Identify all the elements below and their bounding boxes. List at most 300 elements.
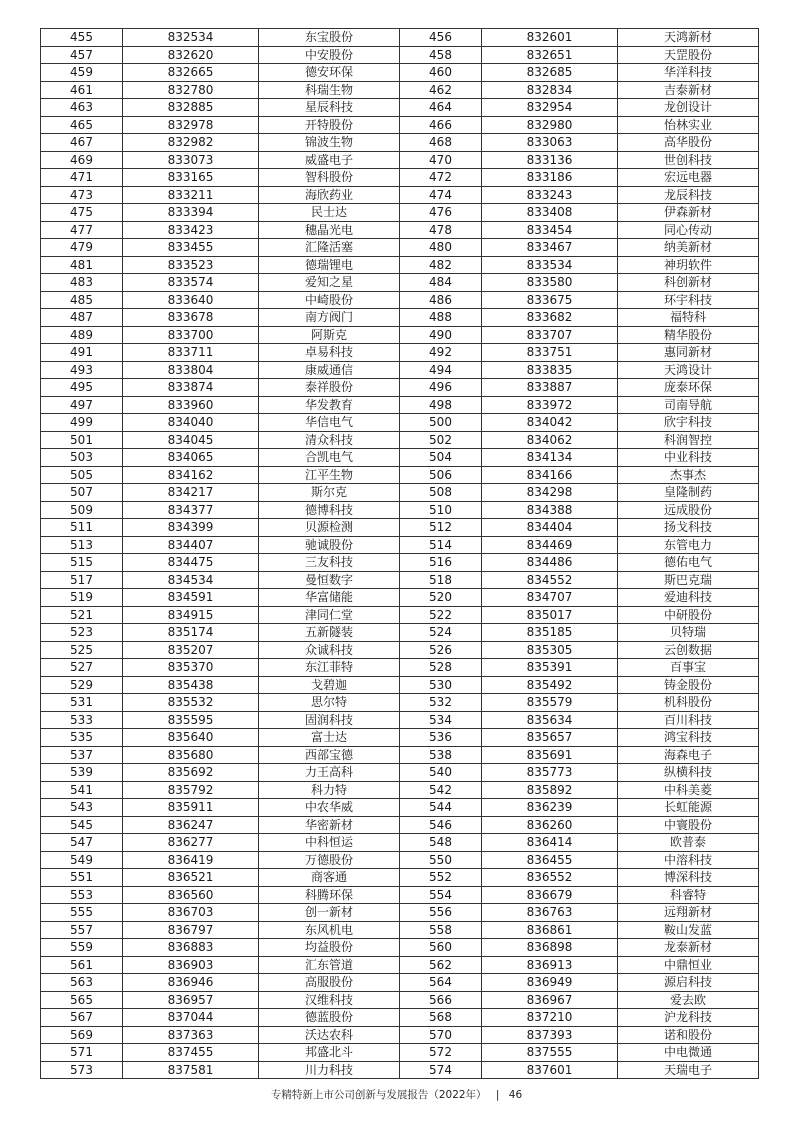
- row-number-cell: 486: [400, 291, 482, 309]
- company-name-cell: 贝源检测: [259, 519, 400, 537]
- table-row: [41, 501, 759, 519]
- stock-code-cell: 833063: [482, 134, 618, 152]
- table-row: [41, 904, 759, 922]
- stock-code-cell: 837044: [123, 1009, 259, 1027]
- stock-code-cell: 837581: [123, 1061, 259, 1079]
- company-name-cell: 爱去欧: [618, 991, 759, 1009]
- table-row: [41, 81, 759, 99]
- row-number-cell: 467: [41, 134, 123, 152]
- table-row: [41, 151, 759, 169]
- table-row: [41, 431, 759, 449]
- row-number-cell: 496: [400, 379, 482, 397]
- company-name-cell: 神玥软件: [618, 256, 759, 274]
- table-row: [41, 449, 759, 467]
- row-number-cell: 504: [400, 449, 482, 467]
- stock-code-cell: 833186: [482, 169, 618, 187]
- stock-code-cell: 837555: [482, 1044, 618, 1062]
- row-number-cell: 488: [400, 309, 482, 327]
- row-number-cell: 513: [41, 536, 123, 554]
- table-row: [41, 991, 759, 1009]
- row-number-cell: 558: [400, 921, 482, 939]
- company-name-cell: 开特股份: [259, 116, 400, 134]
- company-name-cell: 东宝股份: [259, 29, 400, 47]
- row-number-cell: 559: [41, 939, 123, 957]
- company-name-cell: 江平生物: [259, 466, 400, 484]
- stock-code-cell: 837455: [123, 1044, 259, 1062]
- company-name-cell: 固润科技: [259, 711, 400, 729]
- stock-code-cell: 833887: [482, 379, 618, 397]
- company-name-cell: 中安股份: [259, 46, 400, 64]
- row-number-cell: 472: [400, 169, 482, 187]
- company-name-cell: 汉维科技: [259, 991, 400, 1009]
- row-number-cell: 485: [41, 291, 123, 309]
- company-name-cell: 星辰科技: [259, 99, 400, 117]
- company-name-cell: 科睿特: [618, 886, 759, 904]
- stock-code-cell: 833423: [123, 221, 259, 239]
- row-number-cell: 566: [400, 991, 482, 1009]
- row-number-cell: 503: [41, 449, 123, 467]
- company-name-cell: 科创新材: [618, 274, 759, 292]
- stock-code-cell: 836419: [123, 851, 259, 869]
- stock-code-cell: 835692: [123, 764, 259, 782]
- table-row: [41, 764, 759, 782]
- table-row: [41, 921, 759, 939]
- table-row: [41, 64, 759, 82]
- company-name-cell: 司南导航: [618, 396, 759, 414]
- stock-code-cell: 836883: [123, 939, 259, 957]
- company-name-cell: 锦波生物: [259, 134, 400, 152]
- row-number-cell: 521: [41, 606, 123, 624]
- company-name-cell: 科润智控: [618, 431, 759, 449]
- stock-code-cell: 834407: [123, 536, 259, 554]
- stock-code-cell: 836913: [482, 956, 618, 974]
- company-name-cell: 云创数据: [618, 641, 759, 659]
- company-name-cell: 欧普泰: [618, 834, 759, 852]
- company-name-cell: 欣宇科技: [618, 414, 759, 432]
- stock-code-cell: 835532: [123, 694, 259, 712]
- company-name-cell: 沃达农科: [259, 1026, 400, 1044]
- row-number-cell: 514: [400, 536, 482, 554]
- company-name-cell: 长虹能源: [618, 799, 759, 817]
- table-row: [41, 659, 759, 677]
- company-name-cell: 川力科技: [259, 1061, 400, 1079]
- company-name-cell: 天鸿设计: [618, 361, 759, 379]
- stock-code-cell: 833682: [482, 309, 618, 327]
- stock-code-cell: 836898: [482, 939, 618, 957]
- company-name-cell: 贝特瑞: [618, 624, 759, 642]
- company-name-cell: 戈碧迦: [259, 676, 400, 694]
- stock-code-cell: 833960: [123, 396, 259, 414]
- stock-code-cell: 835492: [482, 676, 618, 694]
- row-number-cell: 507: [41, 484, 123, 502]
- stock-code-cell: 833394: [123, 204, 259, 222]
- stock-code-cell: 836260: [482, 816, 618, 834]
- company-name-cell: 汇东管道: [259, 956, 400, 974]
- row-number-cell: 540: [400, 764, 482, 782]
- stock-code-cell: 834040: [123, 414, 259, 432]
- stock-code-cell: 835680: [123, 746, 259, 764]
- stock-code-cell: 836861: [482, 921, 618, 939]
- table-row: [41, 606, 759, 624]
- row-number-cell: 574: [400, 1061, 482, 1079]
- company-name-cell: 海森电子: [618, 746, 759, 764]
- stock-code-cell: 834552: [482, 571, 618, 589]
- row-number-cell: 556: [400, 904, 482, 922]
- stock-code-cell: 832954: [482, 99, 618, 117]
- page-footer: [0, 1087, 793, 1102]
- stock-code-cell: 832685: [482, 64, 618, 82]
- row-number-cell: 502: [400, 431, 482, 449]
- row-number-cell: 569: [41, 1026, 123, 1044]
- stock-code-cell: 832651: [482, 46, 618, 64]
- table-row: [41, 1044, 759, 1062]
- company-name-cell: 中科美菱: [618, 781, 759, 799]
- row-number-cell: 529: [41, 676, 123, 694]
- stock-code-cell: 837393: [482, 1026, 618, 1044]
- stock-code-cell: 833675: [482, 291, 618, 309]
- row-number-cell: 470: [400, 151, 482, 169]
- row-number-cell: 516: [400, 554, 482, 572]
- company-name-cell: 中业科技: [618, 449, 759, 467]
- row-number-cell: 511: [41, 519, 123, 537]
- stock-code-cell: 832601: [482, 29, 618, 47]
- row-number-cell: 519: [41, 589, 123, 607]
- stock-code-cell: 833574: [123, 274, 259, 292]
- company-name-cell: 百事宝: [618, 659, 759, 677]
- stock-code-cell: 833523: [123, 256, 259, 274]
- row-number-cell: 572: [400, 1044, 482, 1062]
- stock-code-cell: 835391: [482, 659, 618, 677]
- table-row: [41, 396, 759, 414]
- stock-code-cell: 832620: [123, 46, 259, 64]
- company-name-cell: 中电微通: [618, 1044, 759, 1062]
- footer-separator: |: [495, 1089, 500, 1101]
- stock-code-cell: 832978: [123, 116, 259, 134]
- company-name-cell: 思尔特: [259, 694, 400, 712]
- row-number-cell: 548: [400, 834, 482, 852]
- row-number-cell: 565: [41, 991, 123, 1009]
- row-number-cell: 527: [41, 659, 123, 677]
- table-row: [41, 414, 759, 432]
- row-number-cell: 550: [400, 851, 482, 869]
- company-name-cell: 阿斯克: [259, 326, 400, 344]
- company-name-cell: 同心传动: [618, 221, 759, 239]
- table-row: [41, 746, 759, 764]
- stock-code-cell: 833467: [482, 239, 618, 257]
- company-name-cell: 杰事杰: [618, 466, 759, 484]
- company-name-cell: 三友科技: [259, 554, 400, 572]
- row-number-cell: 477: [41, 221, 123, 239]
- row-number-cell: 555: [41, 904, 123, 922]
- company-list-body: [41, 29, 759, 1079]
- row-number-cell: 492: [400, 344, 482, 362]
- table-row: [41, 379, 759, 397]
- company-name-cell: 合凯电气: [259, 449, 400, 467]
- company-name-cell: 富士达: [259, 729, 400, 747]
- stock-code-cell: 833534: [482, 256, 618, 274]
- table-row: [41, 99, 759, 117]
- row-number-cell: 466: [400, 116, 482, 134]
- company-name-cell: 远翔新材: [618, 904, 759, 922]
- stock-code-cell: 834404: [482, 519, 618, 537]
- company-name-cell: 力王高科: [259, 764, 400, 782]
- stock-code-cell: 835017: [482, 606, 618, 624]
- row-number-cell: 520: [400, 589, 482, 607]
- table-row: [41, 46, 759, 64]
- stock-code-cell: 834591: [123, 589, 259, 607]
- table-row: [41, 729, 759, 747]
- stock-code-cell: 835207: [123, 641, 259, 659]
- row-number-cell: 567: [41, 1009, 123, 1027]
- company-name-cell: 中溶科技: [618, 851, 759, 869]
- stock-code-cell: 832834: [482, 81, 618, 99]
- company-name-cell: 邦盛北斗: [259, 1044, 400, 1062]
- row-number-cell: 554: [400, 886, 482, 904]
- table-row: [41, 781, 759, 799]
- table-row: [41, 869, 759, 887]
- row-number-cell: 498: [400, 396, 482, 414]
- table-row: [41, 974, 759, 992]
- table-row: [41, 816, 759, 834]
- company-name-cell: 环宇科技: [618, 291, 759, 309]
- company-name-cell: 龙泰新材: [618, 939, 759, 957]
- company-name-cell: 威盛电子: [259, 151, 400, 169]
- stock-code-cell: 835595: [123, 711, 259, 729]
- company-name-cell: 斯巴克瑞: [618, 571, 759, 589]
- stock-code-cell: 835892: [482, 781, 618, 799]
- stock-code-cell: 833707: [482, 326, 618, 344]
- row-number-cell: 458: [400, 46, 482, 64]
- company-name-cell: 清众科技: [259, 431, 400, 449]
- stock-code-cell: 834475: [123, 554, 259, 572]
- stock-code-cell: 834065: [123, 449, 259, 467]
- company-name-cell: 皇隆制药: [618, 484, 759, 502]
- company-name-cell: 德安环保: [259, 64, 400, 82]
- row-number-cell: 471: [41, 169, 123, 187]
- company-name-cell: 鞍山发蓝: [618, 921, 759, 939]
- company-name-cell: 天鸿新材: [618, 29, 759, 47]
- stock-code-cell: 833165: [123, 169, 259, 187]
- stock-code-cell: 834298: [482, 484, 618, 502]
- stock-code-cell: 836903: [123, 956, 259, 974]
- row-number-cell: 455: [41, 29, 123, 47]
- stock-code-cell: 835657: [482, 729, 618, 747]
- company-name-cell: 诺和股份: [618, 1026, 759, 1044]
- stock-code-cell: 834162: [123, 466, 259, 484]
- company-name-cell: 博深科技: [618, 869, 759, 887]
- row-number-cell: 469: [41, 151, 123, 169]
- row-number-cell: 483: [41, 274, 123, 292]
- stock-code-cell: 836247: [123, 816, 259, 834]
- stock-code-cell: 835773: [482, 764, 618, 782]
- stock-code-cell: 836552: [482, 869, 618, 887]
- stock-code-cell: 835691: [482, 746, 618, 764]
- stock-code-cell: 833751: [482, 344, 618, 362]
- stock-code-cell: 835174: [123, 624, 259, 642]
- table-row: [41, 344, 759, 362]
- company-name-cell: 津同仁堂: [259, 606, 400, 624]
- stock-code-cell: 835792: [123, 781, 259, 799]
- stock-code-cell: 833211: [123, 186, 259, 204]
- stock-code-cell: 833136: [482, 151, 618, 169]
- stock-code-cell: 833835: [482, 361, 618, 379]
- stock-code-cell: 832982: [123, 134, 259, 152]
- stock-code-cell: 837601: [482, 1061, 618, 1079]
- row-number-cell: 536: [400, 729, 482, 747]
- stock-code-cell: 835579: [482, 694, 618, 712]
- stock-code-cell: 834217: [123, 484, 259, 502]
- table-row: [41, 29, 759, 47]
- row-number-cell: 468: [400, 134, 482, 152]
- stock-code-cell: 833580: [482, 274, 618, 292]
- row-number-cell: 546: [400, 816, 482, 834]
- stock-code-cell: 833700: [123, 326, 259, 344]
- row-number-cell: 547: [41, 834, 123, 852]
- row-number-cell: 481: [41, 256, 123, 274]
- stock-code-cell: 837363: [123, 1026, 259, 1044]
- company-name-cell: 华密新材: [259, 816, 400, 834]
- company-name-cell: 天瑞电子: [618, 1061, 759, 1079]
- table-row: [41, 361, 759, 379]
- row-number-cell: 495: [41, 379, 123, 397]
- company-name-cell: 德博科技: [259, 501, 400, 519]
- stock-code-cell: 835634: [482, 711, 618, 729]
- company-name-cell: 康威通信: [259, 361, 400, 379]
- stock-code-cell: 834134: [482, 449, 618, 467]
- company-name-cell: 龙创设计: [618, 99, 759, 117]
- stock-code-cell: 836679: [482, 886, 618, 904]
- table-row: [41, 536, 759, 554]
- company-name-cell: 中崎股份: [259, 291, 400, 309]
- row-number-cell: 506: [400, 466, 482, 484]
- table-row: [41, 886, 759, 904]
- stock-code-cell: 834062: [482, 431, 618, 449]
- row-number-cell: 568: [400, 1009, 482, 1027]
- company-name-cell: 东江菲特: [259, 659, 400, 677]
- row-number-cell: 456: [400, 29, 482, 47]
- row-number-cell: 530: [400, 676, 482, 694]
- company-name-cell: 商客通: [259, 869, 400, 887]
- stock-code-cell: 836455: [482, 851, 618, 869]
- stock-code-cell: 834042: [482, 414, 618, 432]
- table-row: [41, 221, 759, 239]
- stock-code-cell: 835305: [482, 641, 618, 659]
- company-name-cell: 海欣药业: [259, 186, 400, 204]
- stock-code-cell: 832980: [482, 116, 618, 134]
- table-row: [41, 694, 759, 712]
- table-row: [41, 624, 759, 642]
- company-name-cell: 伊森新材: [618, 204, 759, 222]
- row-number-cell: 476: [400, 204, 482, 222]
- row-number-cell: 478: [400, 221, 482, 239]
- row-number-cell: 461: [41, 81, 123, 99]
- row-number-cell: 500: [400, 414, 482, 432]
- footer-title: 专精特新上市公司创新与发展报告（2022年）: [270, 1089, 487, 1101]
- company-name-cell: 源启科技: [618, 974, 759, 992]
- company-name-cell: 华信电气: [259, 414, 400, 432]
- company-name-cell: 泰祥股份: [259, 379, 400, 397]
- stock-code-cell: 836946: [123, 974, 259, 992]
- stock-code-cell: 833243: [482, 186, 618, 204]
- stock-code-cell: 833804: [123, 361, 259, 379]
- row-number-cell: 501: [41, 431, 123, 449]
- table-row: [41, 186, 759, 204]
- row-number-cell: 543: [41, 799, 123, 817]
- row-number-cell: 539: [41, 764, 123, 782]
- row-number-cell: 459: [41, 64, 123, 82]
- stock-code-cell: 832534: [123, 29, 259, 47]
- company-name-cell: 科腾环保: [259, 886, 400, 904]
- row-number-cell: 473: [41, 186, 123, 204]
- row-number-cell: 499: [41, 414, 123, 432]
- company-name-cell: 纵横科技: [618, 764, 759, 782]
- table-row: [41, 1061, 759, 1079]
- row-number-cell: 487: [41, 309, 123, 327]
- company-name-cell: 爱迪科技: [618, 589, 759, 607]
- table-row: [41, 799, 759, 817]
- row-number-cell: 508: [400, 484, 482, 502]
- stock-code-cell: 836521: [123, 869, 259, 887]
- row-number-cell: 509: [41, 501, 123, 519]
- table-row: [41, 834, 759, 852]
- row-number-cell: 462: [400, 81, 482, 99]
- row-number-cell: 480: [400, 239, 482, 257]
- stock-code-cell: 833711: [123, 344, 259, 362]
- stock-code-cell: 833678: [123, 309, 259, 327]
- company-name-cell: 华富储能: [259, 589, 400, 607]
- company-name-cell: 民士达: [259, 204, 400, 222]
- table-row: [41, 956, 759, 974]
- company-name-cell: 百川科技: [618, 711, 759, 729]
- row-number-cell: 490: [400, 326, 482, 344]
- stock-code-cell: 834388: [482, 501, 618, 519]
- table-row: [41, 641, 759, 659]
- stock-code-cell: 834534: [123, 571, 259, 589]
- company-name-cell: 均益股份: [259, 939, 400, 957]
- company-name-cell: 中寰股份: [618, 816, 759, 834]
- table-row: [41, 309, 759, 327]
- stock-code-cell: 835185: [482, 624, 618, 642]
- stock-code-cell: 835370: [123, 659, 259, 677]
- stock-code-cell: 834399: [123, 519, 259, 537]
- company-name-cell: 德佑电气: [618, 554, 759, 572]
- row-number-cell: 532: [400, 694, 482, 712]
- row-number-cell: 562: [400, 956, 482, 974]
- stock-code-cell: 836797: [123, 921, 259, 939]
- row-number-cell: 534: [400, 711, 482, 729]
- company-name-cell: 高华股份: [618, 134, 759, 152]
- company-name-cell: 扬戈科技: [618, 519, 759, 537]
- row-number-cell: 510: [400, 501, 482, 519]
- row-number-cell: 457: [41, 46, 123, 64]
- company-name-cell: 庞泰环保: [618, 379, 759, 397]
- row-number-cell: 491: [41, 344, 123, 362]
- company-name-cell: 德瑞锂电: [259, 256, 400, 274]
- stock-code-cell: 836239: [482, 799, 618, 817]
- stock-code-cell: 836949: [482, 974, 618, 992]
- stock-code-cell: 835640: [123, 729, 259, 747]
- row-number-cell: 526: [400, 641, 482, 659]
- page-number: 46: [508, 1089, 523, 1101]
- company-name-cell: 华洋科技: [618, 64, 759, 82]
- stock-code-cell: 833874: [123, 379, 259, 397]
- stock-code-cell: 836967: [482, 991, 618, 1009]
- company-name-cell: 机科股份: [618, 694, 759, 712]
- company-name-cell: 宏远电器: [618, 169, 759, 187]
- stock-code-cell: 835911: [123, 799, 259, 817]
- company-name-cell: 华发教育: [259, 396, 400, 414]
- company-name-cell: 惠同新材: [618, 344, 759, 362]
